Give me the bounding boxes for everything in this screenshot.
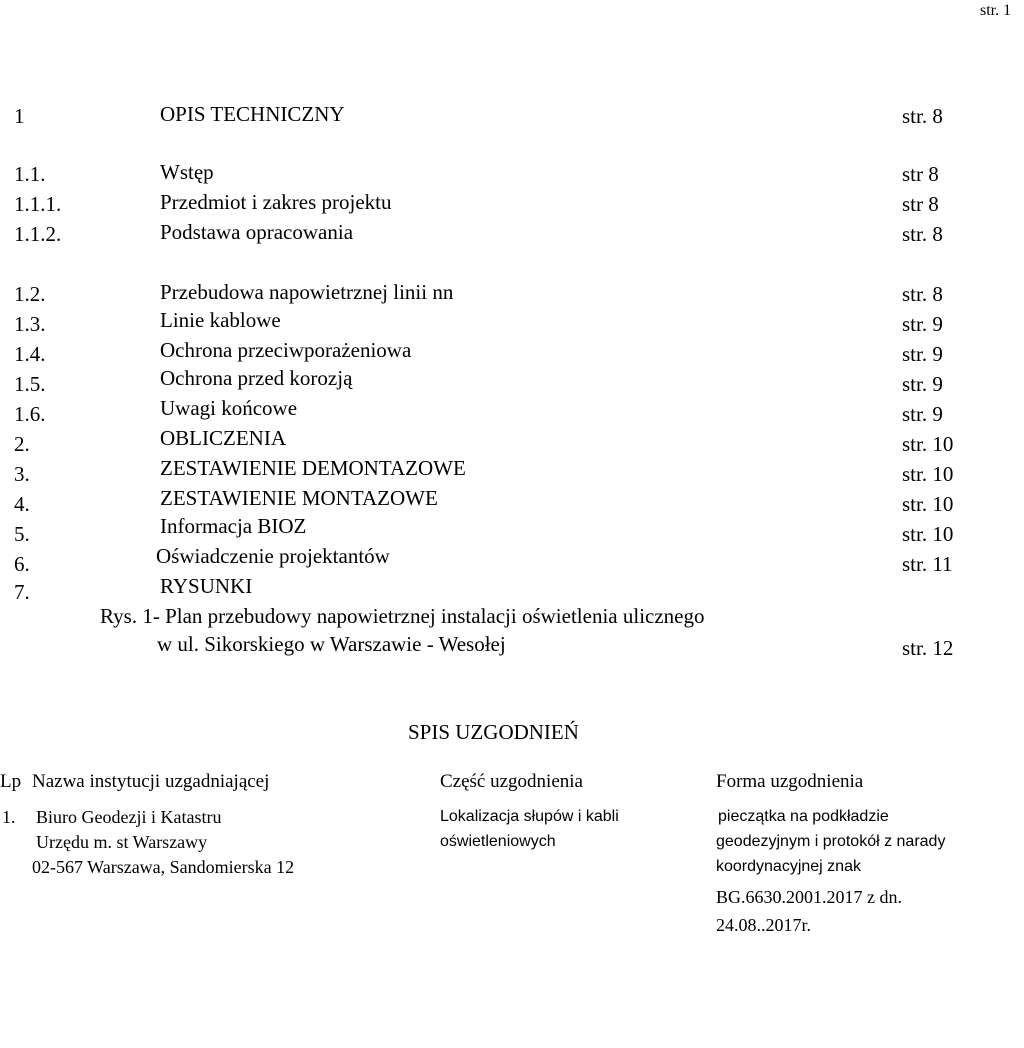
toc-page: str. 11 [902, 552, 953, 576]
header-institution: Nazwa instytucji uzgadniającej [32, 771, 270, 792]
form-line: 24.08..2017r. [716, 915, 812, 935]
toc-number: 1 [14, 104, 25, 128]
toc-number: 4. [14, 492, 30, 516]
toc-number: 7. [14, 580, 30, 604]
toc-number: 1.1. [14, 162, 46, 186]
toc-title: Linie kablowe [160, 308, 281, 332]
toc-title: OBLICZENIA [160, 426, 286, 450]
toc-number: 1.4. [14, 342, 46, 366]
toc-page: str. 10 [902, 492, 954, 516]
form-line: geodezyjnym i protokół z narady [716, 833, 946, 850]
toc-title: ZESTAWIENIE MONTAZOWE [160, 486, 438, 510]
toc-title: RYSUNKI [160, 574, 253, 598]
institution-line: 02-567 Warszawa, Sandomierska 12 [32, 857, 295, 877]
toc-number: 5. [14, 522, 30, 546]
part-line: oświetleniowych [440, 833, 556, 850]
toc-title: Podstawa opracowania [160, 220, 354, 244]
page-number: str. 1 [980, 2, 1012, 19]
header-part: Część uzgodnienia [440, 771, 583, 792]
toc-title: Oświadczenie projektantów [156, 544, 390, 568]
toc-number: 3. [14, 462, 30, 486]
toc-number: 1.3. [14, 312, 46, 336]
toc-title: OPIS TECHNICZNY [160, 102, 345, 126]
toc-page: str. 8 [902, 282, 943, 306]
toc-title: Ochrona przeciwporażeniowa [160, 338, 412, 362]
toc-page: str. 8 [902, 222, 943, 246]
toc-number: 6. [14, 552, 30, 576]
institution-line: Biuro Geodezji i Katastru [36, 807, 222, 827]
toc-page: str. 9 [902, 342, 943, 366]
toc-page: str. 10 [902, 462, 954, 486]
agreements-heading: SPIS UZGODNIEŃ [408, 720, 579, 744]
toc-number: 1.1.2. [14, 222, 62, 246]
part-line: Lokalizacja słupów i kabli [440, 808, 619, 825]
toc-title: Wstęp [160, 160, 214, 184]
toc-number: 1.1.1. [14, 192, 62, 216]
toc-page: str. 9 [902, 372, 943, 396]
toc-page: str. 8 [902, 104, 943, 128]
toc-title: Ochrona przed korozją [160, 366, 353, 390]
form-line: koordynacyjnej znak [716, 858, 861, 875]
toc-title: Uwagi końcowe [160, 396, 298, 420]
toc-title: ZESTAWIENIE DEMONTAZOWE [160, 456, 466, 480]
toc-title: Przedmiot i zakres projektu [160, 190, 392, 214]
drawing-page: str. 12 [902, 636, 954, 660]
toc-title: Przebudowa napowietrznej linii nn [160, 280, 454, 304]
toc-number: 2. [14, 432, 30, 456]
toc-page: str. 10 [902, 432, 954, 456]
toc-page: str. 9 [902, 312, 943, 336]
toc-title: Informacja BIOZ [160, 514, 307, 538]
toc-number: 1.6. [14, 402, 46, 426]
drawing-title-line1: Rys. 1- Plan przebudowy napowietrznej instalacji oświetlenia ulicznego [100, 604, 705, 628]
toc-page: str 8 [902, 192, 939, 216]
header-form: Forma uzgodnienia [716, 771, 864, 792]
row-lp: 1. [2, 807, 16, 827]
toc-page: str. 9 [902, 402, 943, 426]
toc-number: 1.5. [14, 372, 46, 396]
toc-number: 1.2. [14, 282, 46, 306]
form-line: pieczątka na podkładzie [718, 808, 889, 825]
toc-page: str 8 [902, 162, 939, 186]
form-line: BG.6630.2001.2017 z dn. [716, 887, 902, 907]
institution-line: Urzędu m. st Warszawy [36, 832, 208, 852]
toc-page: str. 10 [902, 522, 954, 546]
drawing-title-line2: w ul. Sikorskiego w Warszawie - Wesołej [157, 632, 506, 656]
header-lp: Lp [0, 771, 22, 792]
